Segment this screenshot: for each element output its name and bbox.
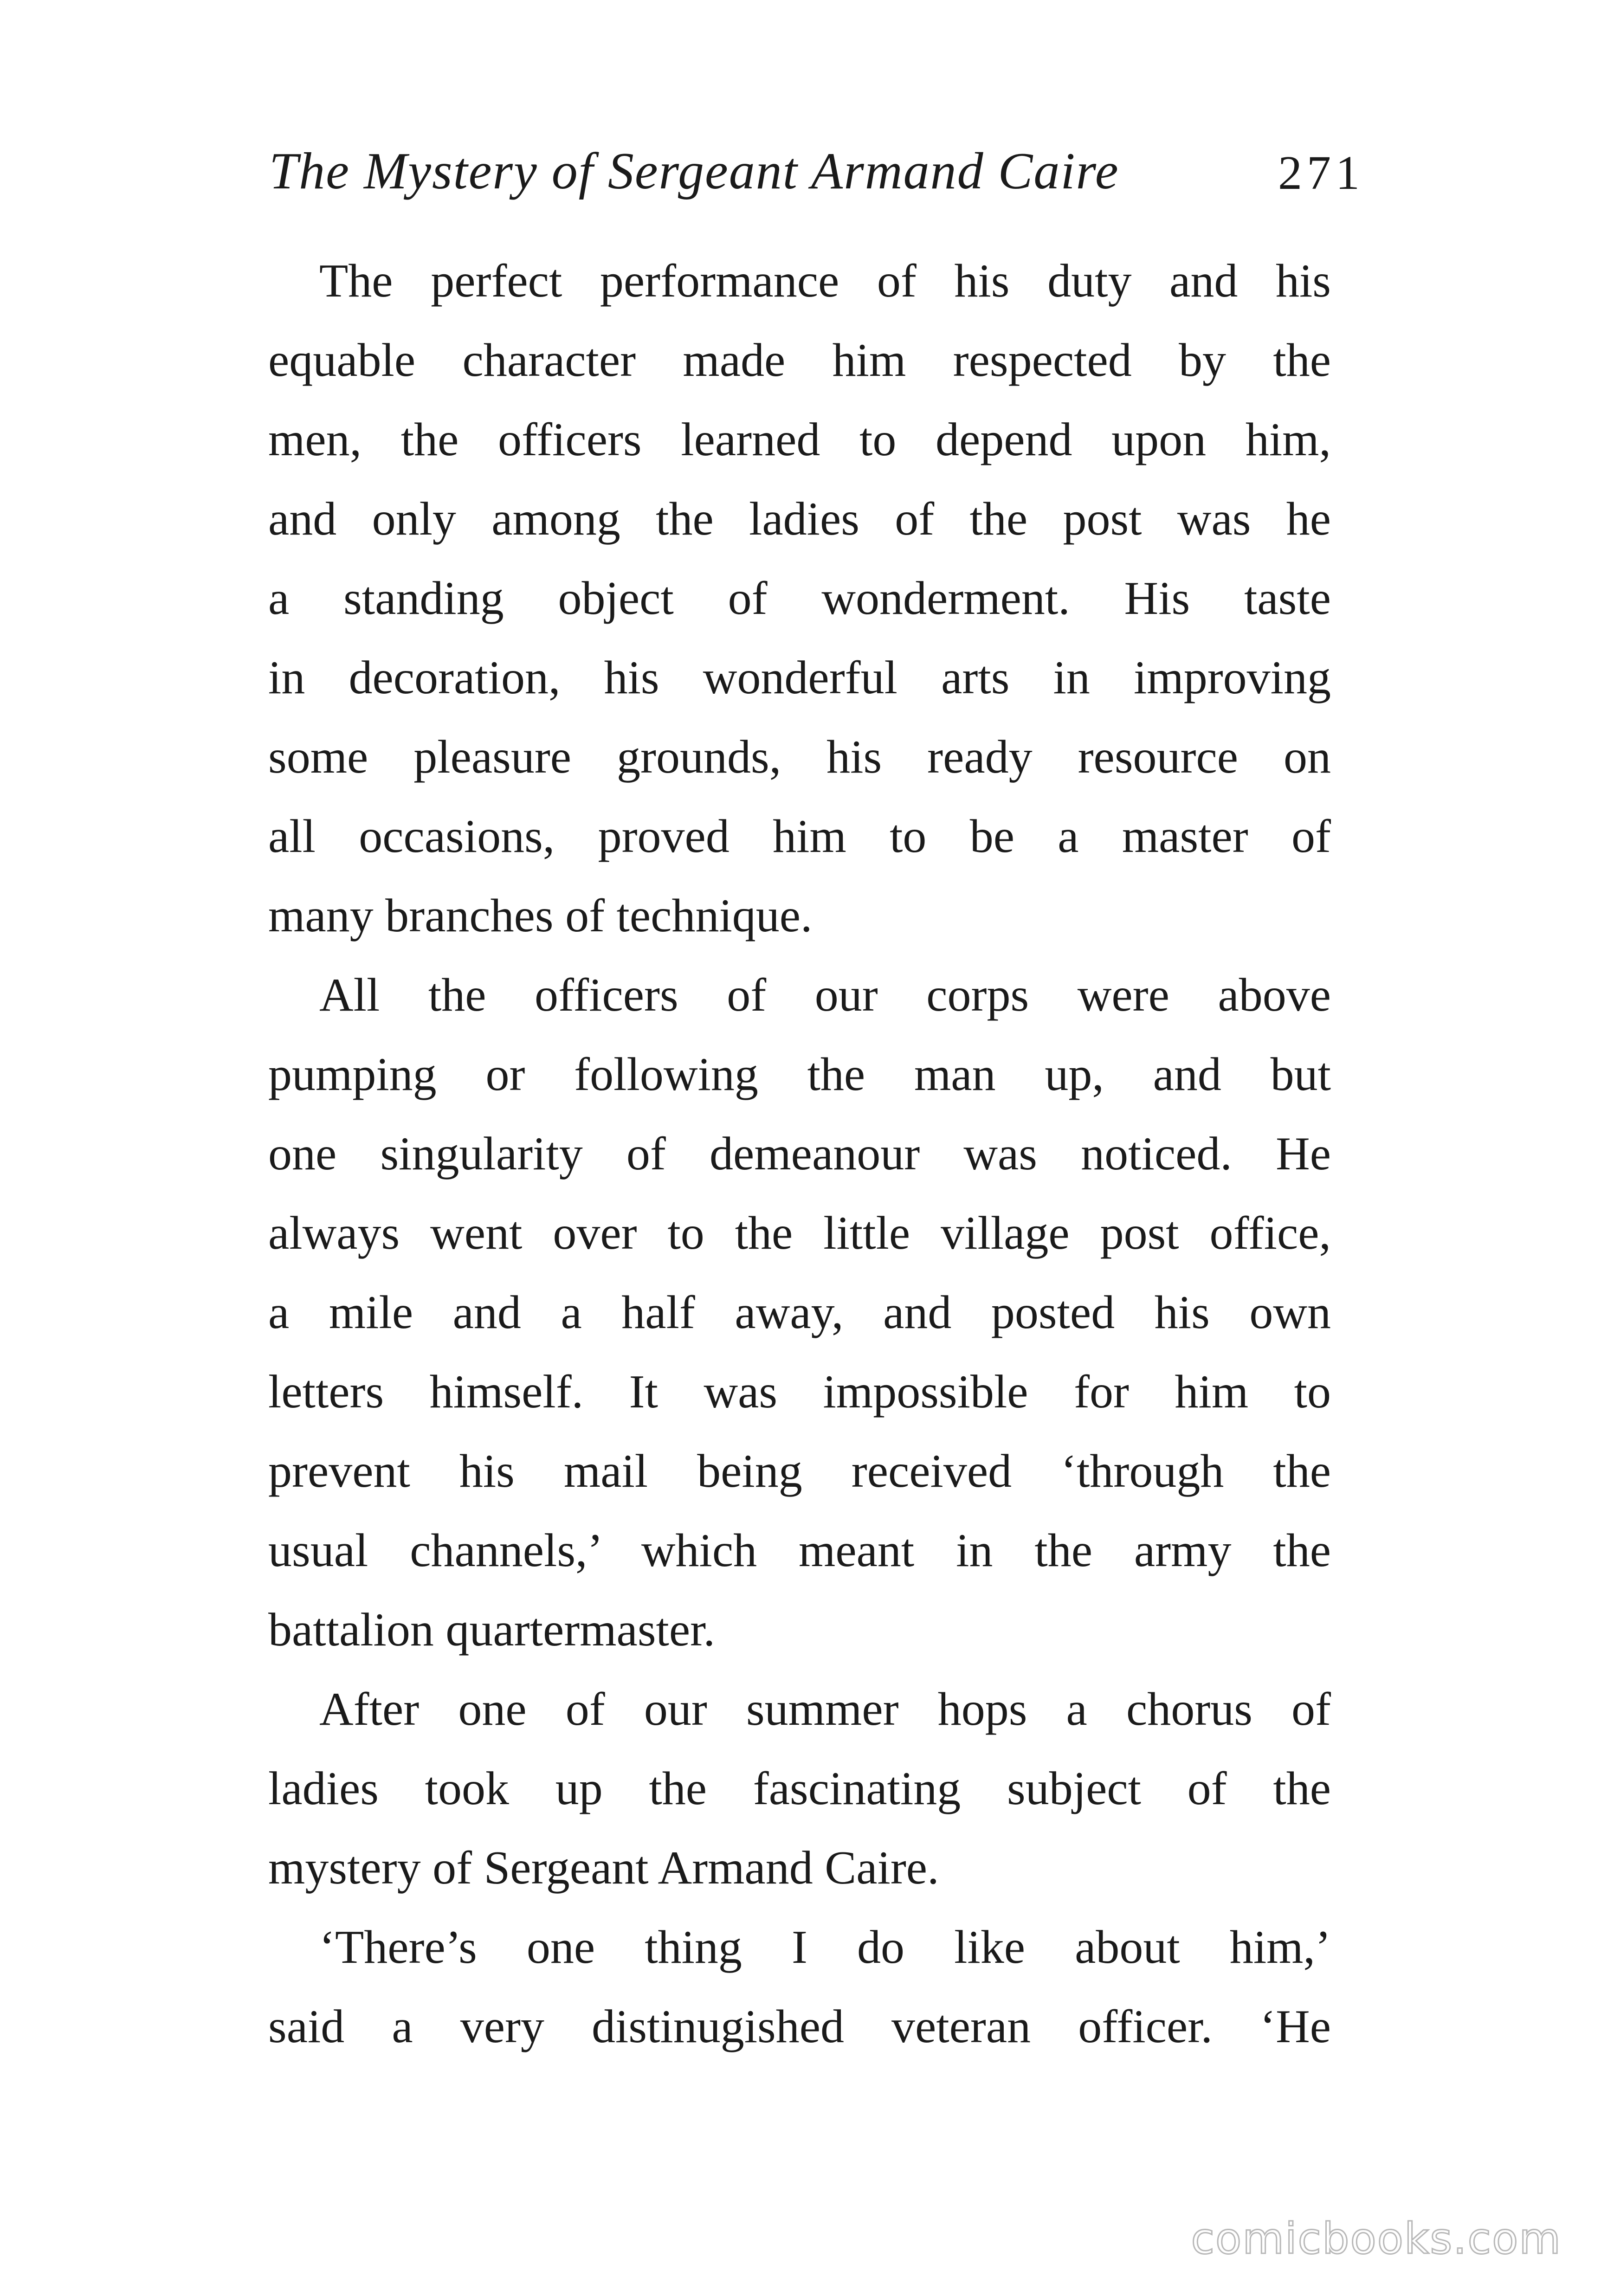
watermark: comicbooks.com [1191,2214,1562,2264]
text-line: The perfect performance of his duty and his [319,255,1331,307]
text-line: pumping or following the man up, and but [268,1048,1331,1101]
text-line: and only among the ladies of the post was he [268,493,1331,545]
text-line: always went over to the little village post office, [268,1207,1331,1259]
running-title: The Mystery of Sergeant Armand Caire [269,142,1119,200]
text-line: men, the officers learned to depend upon him, [268,413,1331,466]
paragraph-3 [268,1670,1331,1908]
text-line: equable character made him respected by the [268,334,1331,387]
text-line: many branches of technique. [268,890,813,942]
text-line: prevent his mail being received ‘through the [268,1445,1331,1497]
text-line: a standing object of wonderment. His taste [268,572,1331,625]
text-line: After one of our summer hops a chorus of [319,1683,1331,1735]
running-head [269,142,1364,211]
text-line: usual channels,’ which meant in the army the [268,1524,1331,1577]
text-line: in decoration, his wonderful arts in improving [268,651,1331,704]
text-line: all occasions, proved him to be a master of [268,810,1331,863]
text-line: battalion quartermaster. [268,1604,715,1656]
text-line: letters himself. It was impossible for him to [268,1366,1331,1418]
text-line: said a very distinugished veteran officer. ‘He [268,2000,1331,2053]
page-number: 271 [1278,146,1364,200]
text-line: All the officers of our corps were above [319,969,1331,1021]
paragraph-4 [268,1908,1331,2066]
paragraph-2 [268,955,1331,1670]
text-line: a mile and a half away, and posted his own [268,1286,1331,1339]
text-line: some pleasure grounds, his ready resource on [268,731,1331,783]
text-line: mystery of Sergeant Armand Caire. [268,1842,939,1894]
text-line: one singularity of demeanour was noticed. He [268,1128,1331,1180]
body-text [268,241,1331,2066]
paragraph-1 [268,241,1331,955]
text-line: ‘There’s one thing I do like about him,’ [319,1921,1331,1974]
text-line: ladies took up the fascinating subject of the [268,1762,1331,1815]
